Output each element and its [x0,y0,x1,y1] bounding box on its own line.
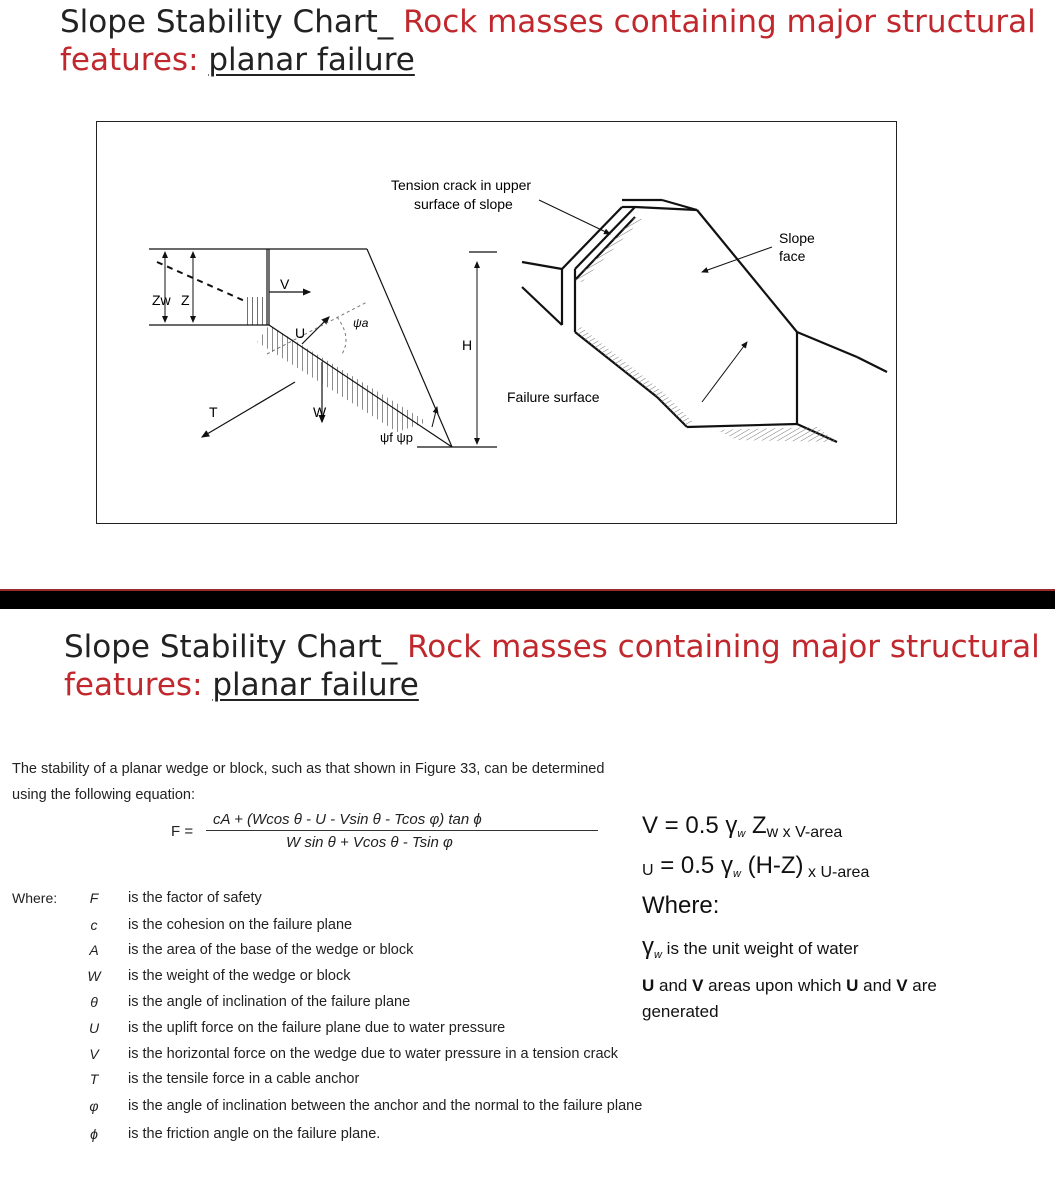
figure-frame [96,121,897,524]
label-z: Z [181,292,190,308]
definition-symbol: U [88,1020,100,1036]
slope-face-label-1: Slope [779,230,815,246]
label-h: H [462,337,473,353]
definition-symbol: T [89,1071,99,1087]
section-divider [0,591,1055,609]
title-black: Slope Stability Chart_ [60,4,404,40]
definition-symbol: ϕ [90,1126,98,1142]
intro-line-2: using the following equation: [12,787,195,803]
label-w: W [313,404,327,420]
definition-text: is the area of the base of the wedge or block [128,942,414,958]
tension-crack-label-1: Tension crack in upper [391,177,532,193]
definition-text: is the tensile force in a cable anchor [128,1071,360,1087]
right-where: Where: [642,892,720,919]
u-force-arrow [302,317,329,344]
definition-text: is the cohesion on the failure plane [128,917,353,933]
definition-text: is the angle of inclination of the failure plane [128,994,411,1010]
equation-numerator: cA + (Wcos θ - U - Vsin θ - Tcos φ) tan ϕ [213,811,482,828]
definition-symbol: θ [90,994,98,1010]
section-title-red-2: features: [64,667,213,703]
equation-denominator: W sin θ + Vcos θ - Tsin φ [286,834,453,851]
v-equation: V = 0.5 $\gamma_w$ Zw x V-area [642,812,843,841]
equation-lhs: F = [171,823,194,840]
label-zw: Zw [152,292,171,308]
uplift-hatch [257,325,427,432]
definition-text: is the angle of inclination between the anchor and the normal to the failure plane [128,1098,643,1114]
definition-symbol: W [87,968,101,984]
where-label: Where: [12,890,58,906]
slope-face-pointer [702,247,772,272]
failure-surface-label: Failure surface [507,389,600,405]
definition-symbol: V [89,1046,99,1062]
definition-text: is the weight of the wedge or block [128,968,351,984]
slope-face-label-2: face [779,248,806,264]
tension-crack-label-2: surface of slope [414,196,513,212]
crack-water-hatch [247,297,265,325]
definition-symbol: A [89,942,99,958]
label-u: U [295,325,306,341]
definition-symbol: φ [89,1098,99,1114]
page-title [60,3,1036,79]
gamma-definition: $\gamma_w$ is the unit weight of water [642,933,859,961]
definition-symbol: c [90,917,98,933]
definition-symbol: F [89,890,99,906]
fraction-bar [206,830,598,831]
section-title-underlined: planar failure [212,667,419,703]
failure-surface-hatch [575,327,693,427]
perspective-view [522,200,887,442]
section-title [64,628,1040,704]
areas-definition-line2: generated [642,1002,719,1021]
planar-failure-diagram [97,122,898,525]
definition-text: is the uplift force on the failure plane due to water pressure [128,1020,506,1036]
label-psi-a: ψa [353,316,369,330]
areas-definition: U and V areas upon which U and V are [642,976,937,995]
title-underlined: planar failure [208,42,415,78]
intro-line-1: The stability of a planar wedge or block, such as that shown in Figure 33, can be determined [12,761,605,777]
title-red-2: features: [60,42,209,78]
title-red-1: Rock masses containing major structural [403,4,1036,40]
label-t: T [209,404,218,420]
u-equation: U = 0.5 $\gamma_w$ (H-Z) x U-area [642,852,870,881]
definition-text: is the factor of safety [128,890,262,906]
label-psi-fp: ψf ψp [380,430,413,445]
definition-text: is the horizontal force on the wedge due to water pressure in a tension crack [128,1046,619,1062]
label-v: V [280,276,290,292]
tension-crack-pointer [539,200,610,234]
failure-surface-pointer [702,342,747,402]
definition-text: is the friction angle on the failure plane. [128,1126,381,1142]
section-title-red-1: Rock masses containing major structural [407,629,1040,665]
section-title-black: Slope Stability Chart_ [64,629,408,665]
